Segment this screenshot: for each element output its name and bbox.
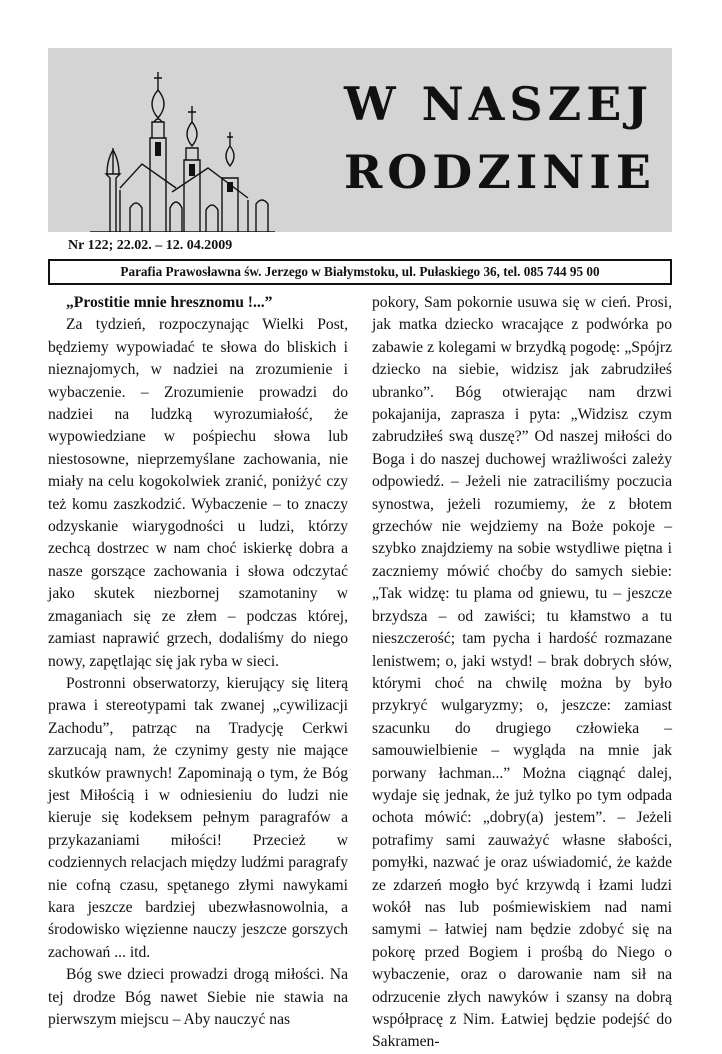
church-icon: [80, 68, 280, 232]
title-line-2: RODZINIE: [344, 145, 656, 199]
parish-info: Parafia Prawosławna św. Jerzego w Białymstoku, ul. Pułaskiego 36, tel. 085 744 95 00: [48, 259, 672, 285]
article-heading: „Prostitie mnie hresznomu !...”: [66, 294, 273, 311]
title-line-1: W NASZEJ: [344, 77, 654, 131]
paragraph: Bóg swe dzieci prowadzi drogą miłości. Na tej drodze Bóg nawet Siebie nie stawia na pierwszym miejscu – Aby nauczyć nas: [48, 966, 348, 1028]
paragraph: Postronni obserwatorzy, kierujący się literą prawa i stereotypami tak zwanej „cywilizacji Zachodu”, patrząc na Tradycję Cerkwi zarzucają nam, że czynimy gesty nie mające skutków prawnych! Zapominają o tym, że Bóg jest Miłością i w odniesieniu do ludzi nie kieruje się kodeksem pełnym paragrafów a przykazaniami miłości! Przecież w codziennych relacjach między ludźmi paragrafy nie cofną czasu, spętanego złymi nawykami kara jeszcze bardziej ubezwłasnowolnia, a środowisko więzienne nauczy jeszcze gorszych zachowań ... itd.: [48, 674, 348, 961]
masthead: [48, 48, 672, 232]
article-column-left: [48, 292, 348, 1031]
newsletter-title: [344, 70, 664, 206]
issue-info: Nr 122; 22.02. – 12. 04.2009: [68, 238, 233, 253]
paragraph: pokory, Sam pokornie usuwa się w cień. Prosi, jak matka dziecko wracające z podwórka po zabawie z kolegami w brzydką pogodę: „Spójrz dziecko na siebie, widzisz jak zabrudziłeś ubranko”. Bóg otwierając nam drzwi pokajanija, zaprasza i pyta: „Widzisz czym zabrudziłeś swą duszę?” Od naszej miłości do Boga i do naszej duchowej wrażliwości zależy odpowiedź. – Jeżeli nie zatraciliśmy poczucia synostwa, jeżeli rozumiemy, że z błotem grzechów nie wejdziemy na Boże pokoje – szybko znajdziemy na sobie wstydliwe piętna i zaczniemy mówić choćby do samych siebie: „Tak widzę: tu plama od gniewu, tu – jeszcze brzydsza – od zawiści; tu kłamstwo a tu nieszczerość; tam pycha i hardość rozmazane lenistwem; o, jaki wstyd! – brak dobrych słów, którymi choć na chwilę można by było przykryć wulgaryzmy; o, jeszcze: zamiast szacunku do drugiego człowieka – samouwielbienie – wygląda na mnie jak porwany łachman...” Można ciągnąć dalej, wydaje się jednak, że już tylko po tym odpada ochota mówić: „dobry(a) jestem”. – Jeżeli potrafimy sami zauważyć własne słabości, pomyłki, nazwać je oraz uświadomić, że każde ze zdarzeń mogło być krzywdą i łzami ludzi wokół nas lub pośmiewiskiem nad nami samymi – łatwiej nam będzie zdobyć się na pokorę przed Bogiem i prośbą do Niego o wybaczenie, oraz o darowanie nam sił na odrzucenie złych nawyków i szansy na dobrą współpracę z Nim. Łatwiej będzie podejść do Sakramen-: [372, 294, 672, 1051]
article-column-right: [372, 292, 672, 1054]
paragraph: Za tydzień, rozpoczynając Wielki Post, będziemy wypowiadać te słowa do bliskich i nieznajomych, w nadziei na zrozumienie i wybaczenie. – Zrozumienie prowadzi do nadziei na ludzką wyrozumiałość, że wypowiedziane w pośpiechu słowa lub niestosowne, nieprzemyślane zachowania, nie miały na celu kogokolwiek zranić, poniżyć czy też komu zaszkodzić. Wybaczenie – to znaczy odzyskanie wiarygodności u ludzi, którzy zechcą dostrzec w nam choć iskierkę dobra a nasze gorszące zachowania i słowa odczytać jako skutek niezbornej szamotaniny w zmaganiach się ze złem – podczas której, zamiast naprawić grzech, dodaliśmy do niego nowy, zapętlając się jak ryba w sieci.: [48, 316, 348, 670]
